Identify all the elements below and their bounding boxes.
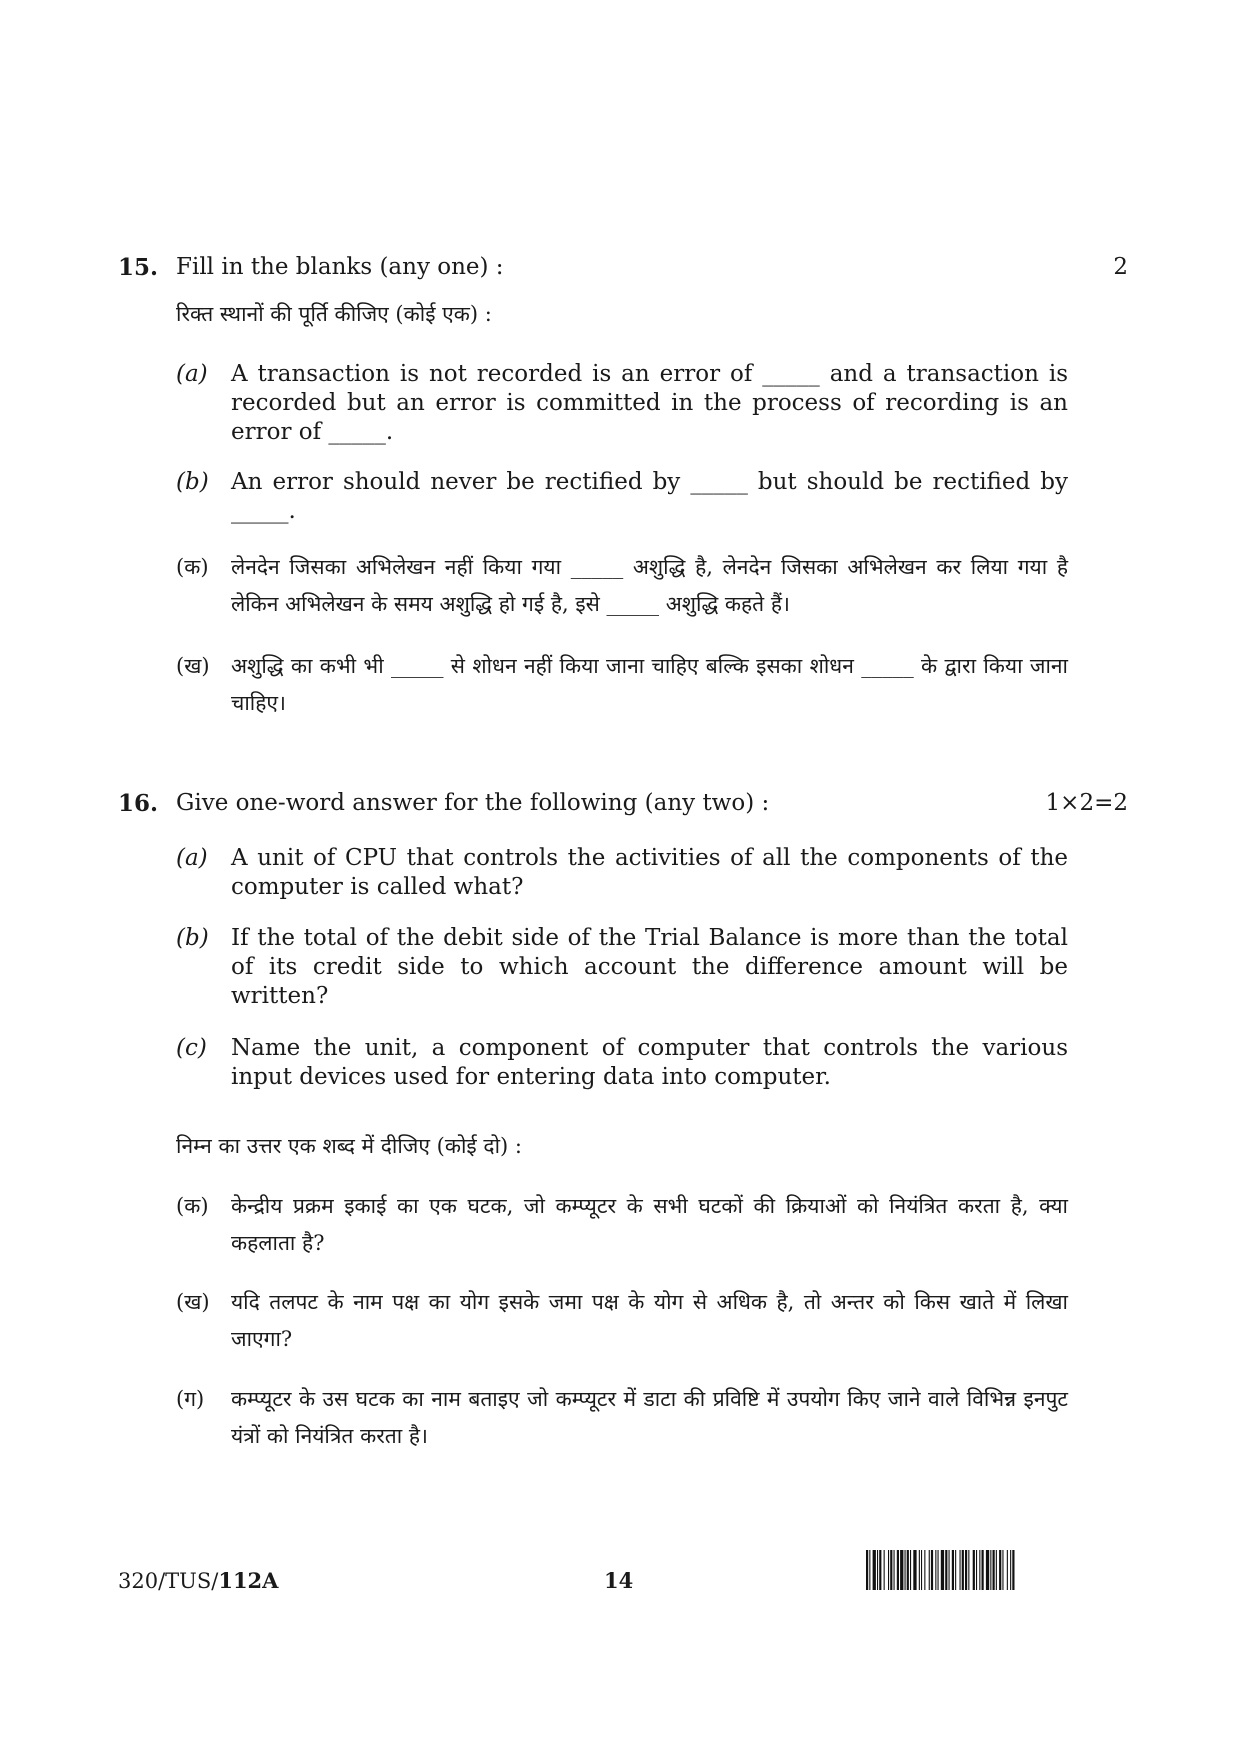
list-item (176, 1284, 1068, 1358)
item-label: (ख) (176, 654, 210, 678)
item-text: A transaction is not recorded is an error of _____ and a transaction is recorded but an error is committed in the process of recording is an error of _____. (231, 361, 1068, 445)
paper-code-prefix: 320/TUS/ (118, 1569, 219, 1593)
item-label: (b) (176, 469, 209, 495)
item-text: यदि तलपट के नाम पक्ष का योग इसके जमा पक्ष के योग से अधिक है, तो अन्तर को किस खाते में लिखा जाएगा? (231, 1290, 1068, 1351)
item-label: (क) (176, 555, 209, 579)
question-marks: 2 (1113, 254, 1128, 280)
list-item (176, 549, 1068, 623)
item-text: If the total of the debit side of the Trial Balance is more than the total of its credit side to which account the difference amount will be written? (231, 925, 1068, 1009)
question-title-hindi: निम्न का उत्तर एक शब्द में दीजिए (कोई दो) : (176, 1134, 522, 1158)
item-label: (ख) (176, 1290, 210, 1314)
page-number: 14 (604, 1568, 634, 1593)
item-label: (b) (176, 925, 209, 951)
question-title: Give one-word answer for the following (any two) : (176, 790, 770, 816)
item-text: A unit of CPU that controls the activities of all the components of the computer is called what? (231, 845, 1068, 900)
item-label: (c) (176, 1035, 207, 1061)
question-number: 15. (118, 254, 159, 281)
paper-code (118, 1568, 278, 1593)
list-item (176, 648, 1068, 722)
item-label: (a) (176, 361, 208, 387)
item-text: कम्प्यूटर के उस घटक का नाम बताइए जो कम्प्यूटर में डाटा की प्रविष्टि में उपयोग किए जाने वाले विभिन्न इनपुट यंत्रों को नियंत्रित करता है। (231, 1387, 1068, 1448)
list-item (176, 1034, 1068, 1092)
item-text: An error should never be rectified by _____ but should be rectified by _____. (231, 469, 1068, 524)
list-item (176, 1381, 1068, 1455)
question-title: Fill in the blanks (any one) : (176, 254, 504, 280)
list-item (176, 844, 1068, 902)
question-number: 16. (118, 790, 159, 817)
item-label: (a) (176, 845, 208, 871)
list-item (176, 924, 1068, 1011)
item-text: अशुद्धि का कभी भी _____ से शोधन नहीं किया जाना चाहिए बल्कि इसका शोधन _____ के द्वारा किया जाना चाहिए। (231, 654, 1068, 715)
item-label: (क) (176, 1194, 209, 1218)
question-marks: 1×2=2 (1045, 790, 1128, 816)
question-title-hindi: रिक्त स्थानों की पूर्ति कीजिए (कोई एक) : (176, 302, 492, 326)
item-text: Name the unit, a component of computer that controls the various input devices used for entering data into computer. (231, 1035, 1068, 1090)
list-item (176, 468, 1068, 526)
item-label: (ग) (176, 1387, 205, 1411)
list-item (176, 1188, 1068, 1262)
list-item (176, 360, 1068, 447)
item-text: केन्द्रीय प्रक्रम इकाई का एक घटक, जो कम्प्यूटर के सभी घटकों की क्रियाओं को नियंत्रित करता है, क्या कहलाता है? (231, 1194, 1068, 1255)
barcode-image (866, 1550, 1129, 1590)
paper-code-suffix: 112A (218, 1568, 279, 1593)
item-text: लेनदेन जिसका अभिलेखन नहीं किया गया _____ अशुद्धि है, लेनदेन जिसका अभिलेखन कर लिया गया है लेकिन अभिलेखन के समय अशुद्धि हो गई है, इसे _____ अशुद्धि कहते हैं। (231, 555, 1068, 616)
